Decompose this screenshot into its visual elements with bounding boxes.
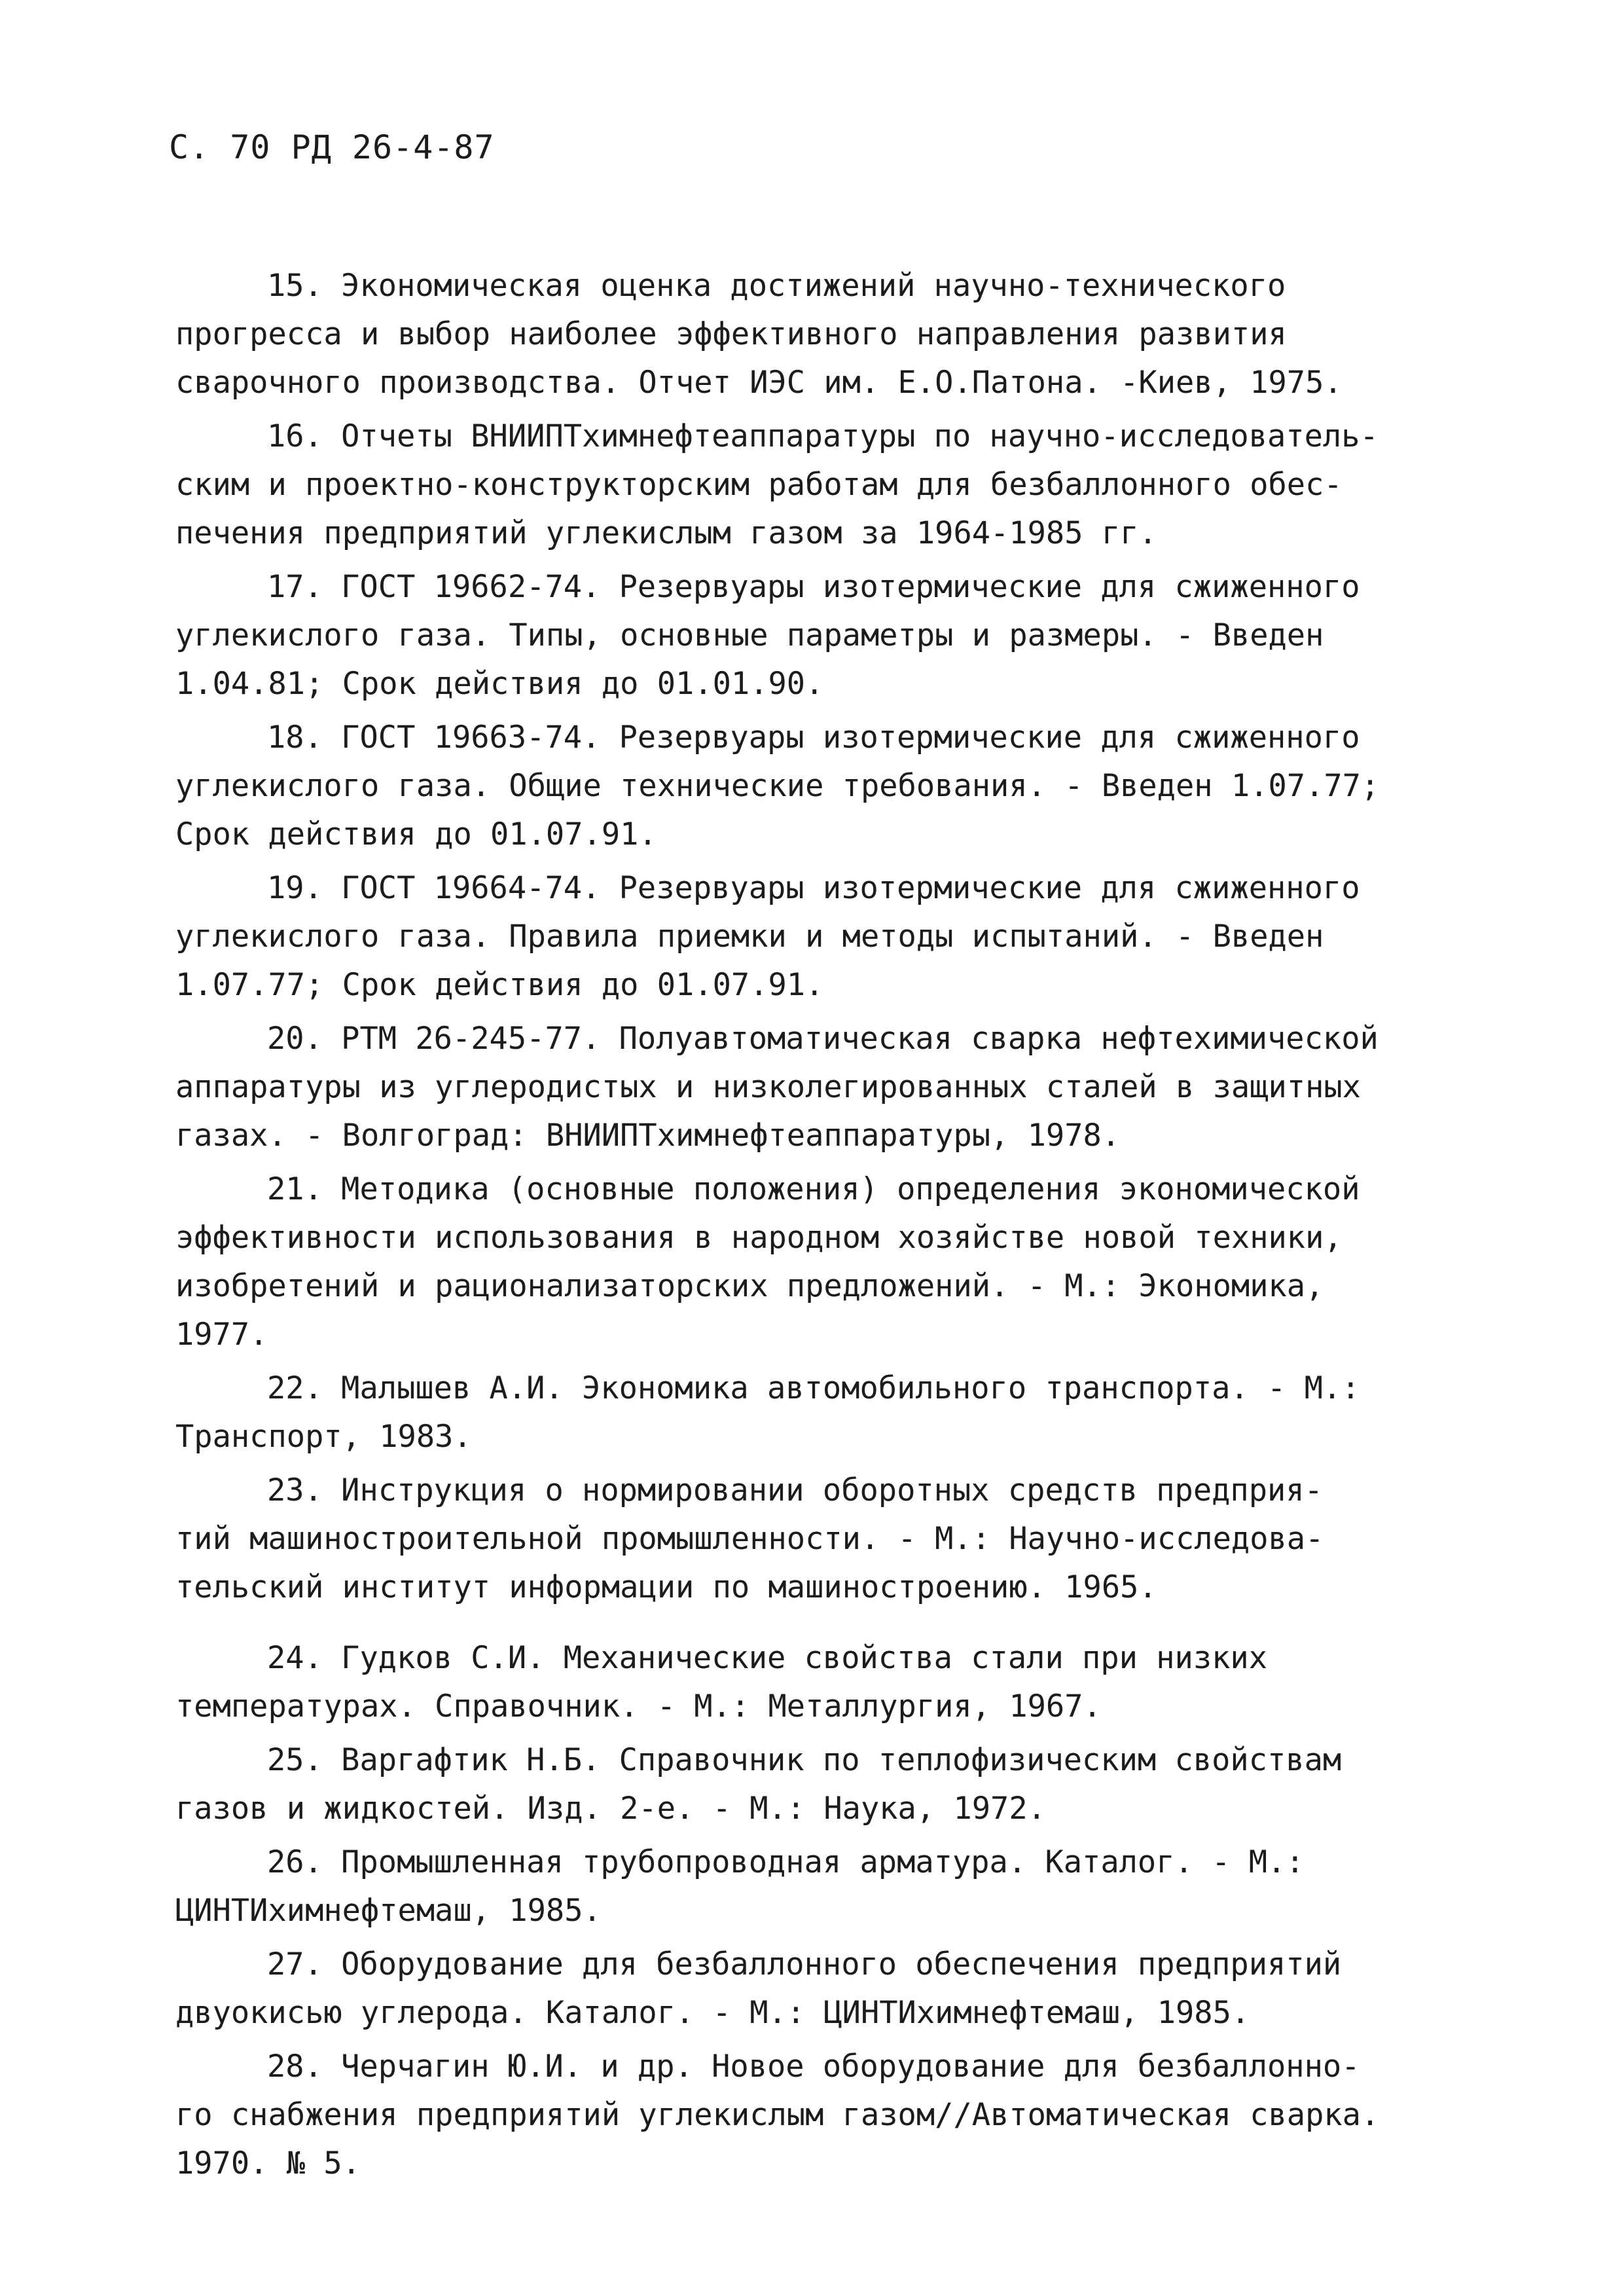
reference-line: газах. - Волгоград: ВНИИПТхимнефтеаппаратуры, 1978. — [175, 1118, 1121, 1154]
reference-line: тельский институт информации по машиностроению. 1965. — [175, 1569, 1157, 1605]
reference-item-16 — [175, 412, 1485, 558]
page-header: С. 70 РД 26-4-87 — [169, 128, 495, 166]
reference-item-19 — [175, 864, 1485, 1010]
reference-line: 25. Варгафтик Н.Б. Справочник по теплофизическим свойствам — [267, 1742, 1342, 1778]
reference-line: 21. Методика (основные положения) определения экономической — [267, 1171, 1360, 1207]
reference-line: Срок действия до 01.07.91. — [175, 816, 657, 852]
reference-line: 1.04.81; Срок действия до 01.01.90. — [175, 666, 824, 702]
reference-line: газов и жидкостей. Изд. 2-е. - М.: Наука, 1972. — [175, 1791, 1046, 1827]
reference-line: углекислого газа. Общие технические требования. - Введен 1.07.77; — [175, 768, 1380, 804]
reference-line: 17. ГОСТ 19662-74. Резервуары изотермические для сжиженного — [267, 569, 1360, 605]
reference-line: 22. Малышев А.И. Экономика автомобильного транспорта. - М.: — [267, 1370, 1360, 1406]
reference-line: углекислого газа. Типы, основные параметры и размеры. - Введен — [175, 617, 1324, 653]
reference-item-21 — [175, 1165, 1485, 1359]
reference-line: го снабжения предприятий углекислым газом//Автоматическая сварка. — [175, 2097, 1380, 2133]
reference-line: прогресса и выбор наиболее эффективного направления развития — [175, 316, 1287, 352]
reference-line: 26. Промышленная трубопроводная арматура. Каталог. - М.: — [267, 1844, 1305, 1880]
reference-item-22 — [175, 1364, 1485, 1461]
reference-line: 18. ГОСТ 19663-74. Резервуары изотермические для сжиженного — [267, 720, 1360, 756]
reference-line: Транспорт, 1983. — [175, 1419, 472, 1455]
reference-list — [175, 262, 1485, 2193]
reference-line: 15. Экономическая оценка достижений научно-технического — [267, 268, 1286, 304]
reference-line: 27. Оборудование для безбаллонного обеспечения предприятий — [267, 1946, 1342, 1982]
reference-line: 20. РТМ 26-245-77. Полуавтоматическая сварка нефтехимической — [267, 1021, 1379, 1057]
reference-line: 1970. № 5. — [175, 2145, 361, 2181]
reference-line: углекислого газа. Правила приемки и методы испытаний. - Введен — [175, 919, 1324, 955]
reference-line: эффективности использования в народном хозяйстве новой техники, — [175, 1220, 1343, 1256]
reference-line: 1.07.77; Срок действия до 01.07.91. — [175, 967, 824, 1003]
reference-item-27 — [175, 1941, 1485, 2037]
reference-line: ЦИНТИхимнефтемаш, 1985. — [175, 1893, 602, 1929]
reference-line: температурах. Справочник. - М.: Металлургия, 1967. — [175, 1688, 1102, 1724]
reference-line: двуокисью углерода. Каталог. - М.: ЦИНТИхимнефтемаш, 1985. — [175, 1995, 1250, 2031]
reference-line: сварочного производства. Отчет ИЭС им. Е.О.Патона. -Киев, 1975. — [175, 365, 1343, 401]
reference-line: 16. Отчеты ВНИИПТхимнефтеаппаратуры по научно-исследователь- — [267, 418, 1379, 454]
reference-line: 23. Инструкция о нормировании оборотных средств предприя- — [267, 1472, 1323, 1508]
reference-item-20 — [175, 1015, 1485, 1160]
reference-item-23 — [175, 1467, 1485, 1612]
reference-item-15 — [175, 262, 1485, 407]
reference-item-28 — [175, 2043, 1485, 2188]
reference-line: ским и проектно-конструкторским работам для безбаллонного обес- — [175, 467, 1343, 503]
reference-item-24 — [175, 1634, 1485, 1731]
reference-line: аппаратуры из углеродистых и низколегированных сталей в защитных — [175, 1069, 1361, 1105]
reference-line: 1977. — [175, 1317, 268, 1353]
reference-item-17 — [175, 563, 1485, 708]
reference-line: 28. Черчагин Ю.И. и др. Новое оборудование для безбаллонно- — [267, 2049, 1360, 2085]
reference-line: печения предприятий углекислым газом за 1964-1985 гг. — [175, 515, 1157, 551]
reference-line: 24. Гудков С.И. Механические свойства стали при низких — [267, 1640, 1268, 1676]
reference-line: изобретений и рационализаторских предложений. - М.: Экономика, — [175, 1268, 1324, 1304]
reference-line: 19. ГОСТ 19664-74. Резервуары изотермические для сжиженного — [267, 870, 1360, 906]
reference-line: тий машиностроительной промышленности. - М.: Научно-исследова- — [175, 1521, 1324, 1557]
reference-item-26 — [175, 1838, 1485, 1935]
reference-item-25 — [175, 1736, 1485, 1833]
reference-item-18 — [175, 714, 1485, 859]
